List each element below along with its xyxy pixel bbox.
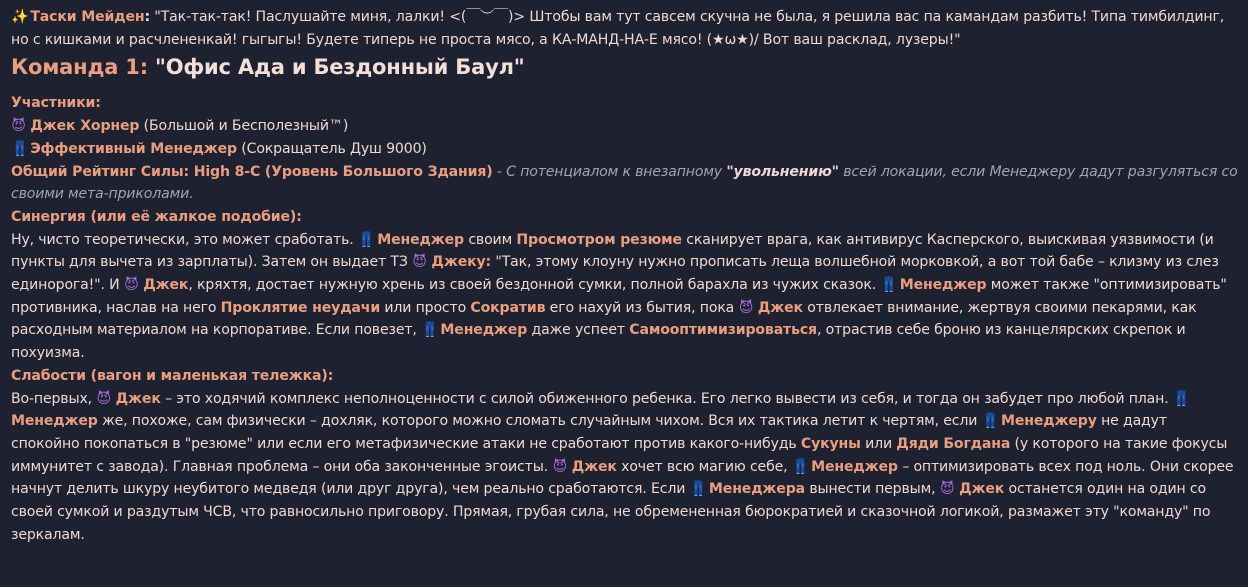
rating-dash: - [492, 163, 507, 180]
devil-face-icon: 😈 [96, 390, 112, 407]
rating-note-emphasis: "увольнению" [726, 163, 839, 180]
text-run: же, похоже, сам физически – дохляк, которого можно сломать случайным чихом. Вся их тактика летит к чертям, если [97, 413, 982, 430]
devil-face-icon: 😈 [552, 458, 568, 475]
rating-note-part: С потенциалом к внезапному [506, 163, 727, 180]
ability-name: Просмотром резюме [516, 231, 682, 248]
character-name: Джек [757, 299, 803, 316]
text-run: , отрастив себе броню из канцелярских скрепок и похуизма. [11, 322, 1186, 362]
intro-paragraph [11, 6, 1238, 51]
character-name: Джеку: [431, 254, 492, 271]
character-name: Джек [115, 390, 161, 407]
member-name: Джек Хорнер [30, 118, 140, 135]
text-run: даже успеет [527, 322, 630, 339]
sparkles-icon: ✨ [11, 9, 29, 25]
jeans-icon: 👖 [880, 277, 898, 294]
member-desc: (Большой и Бесполезный™) [143, 118, 349, 135]
team-number: Команда 1: [11, 55, 148, 80]
text-run: или [860, 435, 897, 452]
text-run: останется один на один со своей сумкой и раздутым ЧСВ, что равносильно приговору. Прямая, грубая сила, не обремененная бюрократией и сказочной логикой, размажет эту "команду" по зеркалам. [11, 481, 1211, 543]
text-run: "Так, этому клоуну нужно прописать леща волшебной морковкой, а вот той бабе – клизму из слез единорога!". И [11, 254, 1219, 294]
text-run: не дадут спокойно покопаться в "резюме" или если его метафизические атаки не сработают против какого-нибудь [11, 413, 1167, 452]
ability-name: Проклятие неудачи [220, 299, 381, 316]
text-run: – оптимизировать всех под ноль. Они скорее начнут делить шкуру неубитого медведя (или друг друга), чем реально сработаются. Если [11, 458, 1234, 498]
text-run: (у которого на такие фокусы иммунитет с завода). Главная проблема – они оба законченные эгоисты. [11, 435, 1228, 475]
character-name: Джек [143, 277, 189, 294]
character-name: Менеджер [11, 413, 98, 430]
devil-face-icon: 😈 [738, 299, 754, 316]
text-run: , кряхтя, достает нужную хрень из своей бездонной сумки, полной барахла из чужих сказок. [188, 277, 881, 294]
character-name: Джек [571, 458, 617, 475]
synergy-heading: Синергия (или её жалкое подобие): [11, 208, 302, 225]
devil-face-icon: 😈 [412, 254, 427, 271]
character-name: Менеджер [377, 231, 464, 248]
text-run: его нахуй из бытия, пока [545, 299, 739, 316]
text-run: отвлекает внимание, жертвуя своими пекарями, как расходным материалом на корпоративе. Если повезет, [11, 299, 1197, 339]
devil-face-icon: 😈 [939, 481, 955, 498]
intro-text: "Так-так-так! Паслушайте миня, лалки! <(￣︶￣)> Штобы вам тут савсем скучна не была, я решила вас па камандам разбить! Типа тимбилдинг, но с кишками и расчлененкай! гыгыгы! Будете типерь не проста мясо, а КА-МАНД-НА-Е мясо! (★ω★)/ Вот ваш расклад, лузеры!" [11, 9, 1225, 48]
devil-face-icon: 😈 [124, 277, 139, 294]
text-run: вынести первым, [805, 481, 940, 498]
members-heading: Участники: [11, 95, 101, 112]
weakness-paragraph [11, 388, 1238, 547]
member-desc: (Сокращатель Душ 9000) [241, 140, 427, 157]
text-run: своим [464, 231, 517, 248]
character-name: Джек [959, 481, 1005, 498]
speaker-name: Таски Мейден [30, 9, 145, 25]
character-name: Сукуны [800, 435, 861, 452]
jeans-icon: 👖 [981, 413, 1000, 430]
character-name: Менеджера [708, 481, 806, 498]
speaker-colon: : [144, 9, 151, 25]
text-run: хочет всю магию себе, [616, 458, 792, 475]
ability-name: Сократив [470, 299, 546, 316]
jeans-icon: 👖 [357, 231, 376, 248]
jeans-icon: 👖 [421, 322, 439, 339]
text-run: Во-первых, [11, 390, 97, 407]
text-run: Ну, чисто теоретически, это может сработать. [11, 231, 358, 248]
character-name: Менеджер [899, 277, 987, 294]
team-name: "Офис Ада и Бездонный Баул" [155, 55, 525, 80]
character-name: Менеджер [811, 458, 898, 475]
character-name: Менеджер [440, 322, 528, 339]
rating-line [11, 161, 1238, 206]
devil-face-icon: 😈 [11, 118, 26, 135]
character-name: Дяди Богдана [896, 435, 1011, 452]
jeans-icon: 👖 [11, 140, 29, 157]
member-name: Эффективный Менеджер [30, 140, 237, 157]
team-heading [11, 52, 1238, 82]
text-run: может также "оптимизировать" противника, наслав на него [11, 277, 1227, 316]
jeans-icon: 👖 [1172, 390, 1191, 407]
text-run: сканирует врага, как антивирус Касперского, выискивая уязвимости (и пункты для вычета из зарплаты). Затем он выдает ТЗ [11, 231, 1214, 271]
rating-note-part: всей локации, если Менеджеру дадут разгуляться со своими мета-приколами. [11, 163, 1238, 203]
jeans-icon: 👖 [791, 458, 810, 475]
text-run: или просто [380, 299, 471, 316]
rating-label: Общий Рейтинг Силы: High 8-C (Уровень Большого Здания) [11, 163, 493, 180]
jeans-icon: 👖 [689, 481, 707, 498]
synergy-paragraph [11, 229, 1238, 365]
weakness-heading: Слабости (вагон и маленькая тележка): [11, 367, 334, 384]
character-name: Менеджеру [1000, 413, 1097, 430]
member-item [11, 138, 1238, 161]
member-item [11, 115, 1238, 138]
ability-name: Самооптимизироваться [629, 322, 817, 339]
text-run: – это ходячий комплекс неполноценности с силой обиженного ребенка. Его легко вывести из себя, и тогда он забудет про любой план. [160, 390, 1173, 407]
